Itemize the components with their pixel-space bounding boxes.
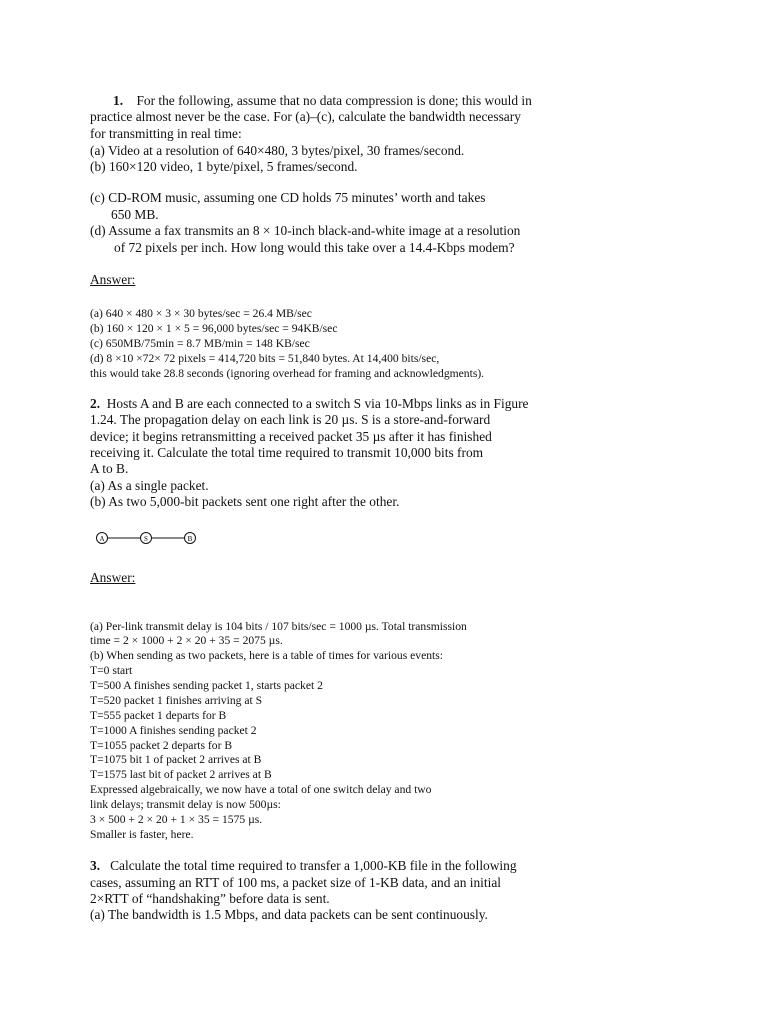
question-2-line-4: receiving it. Calculate the total time required to transmit 10,000 bits from	[90, 445, 484, 460]
question-2-answer-line: T=1575 last bit of packet 2 arrives at B	[90, 768, 272, 781]
question-2-answer-line: (a) Per-link transmit delay is 104 bits / 107 bits/sec = 1000 µs. Total transmission	[90, 620, 467, 633]
question-2-number: 2.	[90, 396, 101, 411]
question-1-answer-b: (b) 160 × 120 × 1 × 5 = 96,000 bytes/sec = 94KB/sec	[90, 322, 338, 335]
question-1-part-c-line-2: 650 MB.	[111, 207, 159, 222]
question-3-line-3: 2×RTT of “handshaking” before data is sent.	[90, 891, 330, 906]
question-1-part-b: (b) 160×120 video, 1 byte/pixel, 5 frames/second.	[90, 159, 358, 174]
network-diagram	[92, 528, 202, 548]
question-1-answer-d-line-1: (d) 8 ×10 ×72× 72 pixels = 414,720 bits = 51,840 bytes. At 14,400 bits/sec,	[90, 352, 440, 365]
question-3-line-2: cases, assuming an RTT of 100 ms, a packet size of 1-KB data, and an initial	[90, 875, 501, 890]
question-2-line-5: A to B.	[90, 461, 129, 476]
question-1-line-1: 1. For the following, assume that no data compression is done; this would in	[113, 93, 532, 108]
question-2-answer-line: T=1075 bit 1 of packet 2 arrives at B	[90, 753, 262, 766]
question-3-part-a: (a) The bandwidth is 1.5 Mbps, and data packets can be sent continuously.	[90, 907, 488, 922]
question-2-answer-line: T=555 packet 1 departs for B	[90, 709, 227, 722]
question-2-answer-line: (b) When sending as two packets, here is a table of times for various events:	[90, 649, 443, 662]
switch-s-label: S	[144, 535, 148, 543]
question-2-answer-line: T=0 start	[90, 664, 133, 677]
question-1-answer-d-line-2: this would take 28.8 seconds (ignoring overhead for framing and acknowledgments).	[90, 367, 485, 380]
question-1-answer-c: (c) 650MB/75min = 8.7 MB/min = 148 KB/sec	[90, 337, 310, 350]
question-2-part-b: (b) As two 5,000-bit packets sent one right after the other.	[90, 494, 400, 509]
question-2-answer-line: Smaller is faster, here.	[90, 828, 194, 841]
question-2-answer-line: T=500 A finishes sending packet 1, starts packet 2	[90, 679, 323, 692]
question-3-number: 3.	[90, 858, 101, 873]
question-2-part-a: (a) As a single packet.	[90, 478, 209, 493]
question-2-answer-line: 3 × 500 + 2 × 20 + 1 × 35 = 1575 µs.	[90, 813, 263, 826]
question-1-part-a: (a) Video at a resolution of 640×480, 3 bytes/pixel, 30 frames/second.	[90, 143, 465, 158]
question-2-answer-line: time = 2 × 1000 + 2 × 20 + 35 = 2075 µs.	[90, 634, 283, 647]
question-1-answer-label: Answer:	[90, 272, 136, 287]
question-2-answer-label: Answer:	[90, 570, 136, 585]
question-2-answer-line: T=520 packet 1 finishes arriving at S	[90, 694, 263, 707]
question-2-line-1: 2. Hosts A and B are each connected to a switch S via 10-Mbps links as in Figure	[90, 396, 529, 411]
question-1-part-c-line-1: (c) CD-ROM music, assuming one CD holds 75 minutes’ worth and takes	[90, 190, 486, 205]
question-2-answer-line: T=1055 packet 2 departs for B	[90, 739, 233, 752]
host-a-label: A	[99, 535, 105, 543]
question-2-line-3: device; it begins retransmitting a received packet 35 µs after it has finished	[90, 429, 492, 444]
host-b-label: B	[187, 535, 193, 543]
question-2-answer-line: T=1000 A finishes sending packet 2	[90, 724, 257, 737]
question-1-line-2: practice almost never be the case. For (a)–(c), calculate the bandwidth necessary	[90, 109, 521, 124]
question-1-part-d-line-1: (d) Assume a fax transmits an 8 × 10-inch black-and-white image at a resolution	[90, 223, 521, 238]
question-1-line-3: for transmitting in real time:	[90, 126, 242, 141]
question-2-answer-line: link delays; transmit delay is now 500µs:	[90, 798, 281, 811]
question-2-answer-line: Expressed algebraically, we now have a total of one switch delay and two	[90, 783, 432, 796]
question-1-part-d-line-2: of 72 pixels per inch. How long would this take over a 14.4-Kbps modem?	[114, 240, 515, 255]
question-1-answer-a: (a) 640 × 480 × 3 × 30 bytes/sec = 26.4 MB/sec	[90, 307, 312, 320]
question-3-line-1: 3. Calculate the total time required to transfer a 1,000-KB file in the following	[90, 858, 517, 873]
question-2-line-2: 1.24. The propagation delay on each link is 20 µs. S is a store-and-forward	[90, 412, 491, 427]
question-1-number: 1.	[113, 93, 124, 108]
